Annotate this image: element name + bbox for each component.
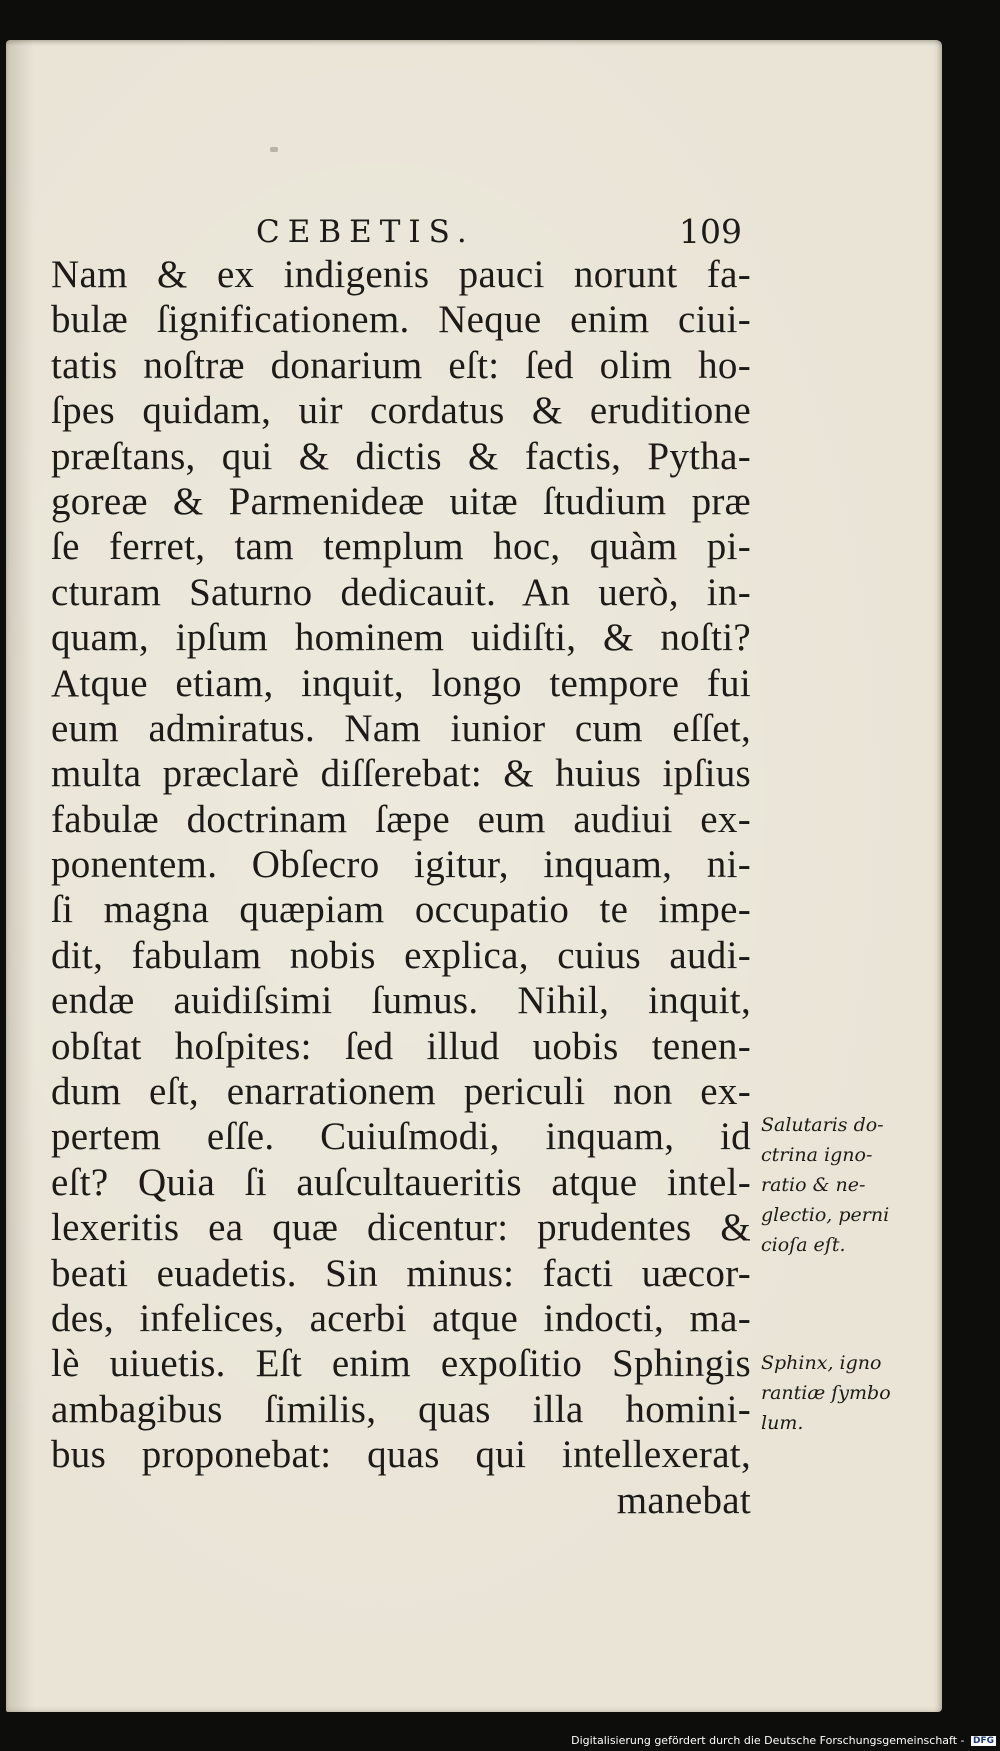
page-number: 109	[679, 212, 742, 251]
marginal-note-line: cioſa eſt.	[761, 1234, 846, 1256]
text-line: ſpes quidam, uir cordatus & eruditione	[51, 389, 751, 433]
text-line: cturam Saturno dedicauit. An uerò, in-	[51, 570, 751, 614]
marginal-note-line: Sphinx, igno	[761, 1352, 882, 1374]
text-line: goreæ & Parmenideæ uitæ ſtudium præ	[51, 479, 751, 523]
text-line: ponentem. Obſecro igitur, inquam, ni-	[51, 843, 751, 887]
text-line: eum admiratus. Nam iunior cum eſſet,	[51, 706, 751, 750]
marginal-note-line: glectio, perni	[761, 1204, 890, 1226]
page-header	[256, 208, 756, 258]
text-line: Atque etiam, inquit, longo tempore fui	[51, 661, 751, 705]
text-line: multa præclarè diſſerebat: & huius ipſius	[51, 752, 751, 796]
text-line: eſt? Quia ſi auſcultaueritis atque intel-	[51, 1160, 751, 1204]
digitization-credit	[571, 1734, 996, 1747]
text-line: obſtat hoſpites: ſed illud uobis tenen-	[51, 1024, 751, 1068]
catchword: manebat	[616, 1478, 751, 1522]
text-line: fabulæ doctrinam ſæpe eum audiui ex-	[51, 797, 751, 841]
text-line: bus proponebat: quas qui intellexerat,	[51, 1433, 751, 1477]
dfg-logo: DFG	[972, 1736, 994, 1746]
text-line: lexeritis ea quæ dicentur: prudentes &	[51, 1206, 751, 1250]
running-title: CEBETIS.	[256, 214, 475, 250]
book-page	[6, 40, 942, 1712]
marginal-note	[761, 1348, 911, 1438]
text-line: ſi magna quæpiam occupatio te impe-	[51, 888, 751, 932]
text-line: quam, ipſum hominem uidiſti, & noſti?	[51, 616, 751, 660]
marginal-note-line: Salutaris do-	[761, 1114, 884, 1136]
paper-speck	[270, 147, 278, 152]
marginal-note-line: lum.	[761, 1412, 804, 1434]
text-line: endæ auidiſsimi ſumus. Nihil, inquit,	[51, 979, 751, 1023]
marginal-note-line: ctrina igno-	[761, 1144, 873, 1166]
text-line: beati euadetis. Sin minus: facti uæcor-	[51, 1251, 751, 1295]
credit-text: Digitalisierung gefördert durch die Deutsche Forschungsgemeinschaft -	[571, 1734, 965, 1747]
text-line: Nam & ex indigenis pauci norunt fa-	[51, 253, 751, 296]
text-line: dum eſt, enarrationem periculi non ex-	[51, 1070, 751, 1114]
text-line: ſe ferret, tam templum hoc, quàm pi-	[51, 525, 751, 569]
text-line: dit, fabulam nobis explica, cuius audi-	[51, 933, 751, 977]
text-line: pertem eſſe. Cuiuſmodi, inquam, id	[51, 1115, 751, 1159]
text-line: ambagibus ſimilis, quas illa homini-	[51, 1387, 751, 1431]
marginal-note	[761, 1110, 911, 1260]
text-line: præſtans, qui & dictis & factis, Pytha-	[51, 434, 751, 478]
text-line: tatis noſtræ donarium eſt: ſed olim ho-	[51, 343, 751, 387]
text-line: bulæ ſignificationem. Neque enim ciui-	[51, 298, 751, 342]
marginal-note-line: ratio & ne-	[761, 1174, 866, 1196]
text-line: lè uiuetis. Eſt enim expoſitio Sphingis	[51, 1342, 751, 1386]
body-text	[51, 252, 751, 1523]
marginal-note-line: rantiæ ſymbo	[761, 1382, 891, 1404]
text-line: des, infelices, acerbi atque indocti, ma-	[51, 1296, 751, 1340]
